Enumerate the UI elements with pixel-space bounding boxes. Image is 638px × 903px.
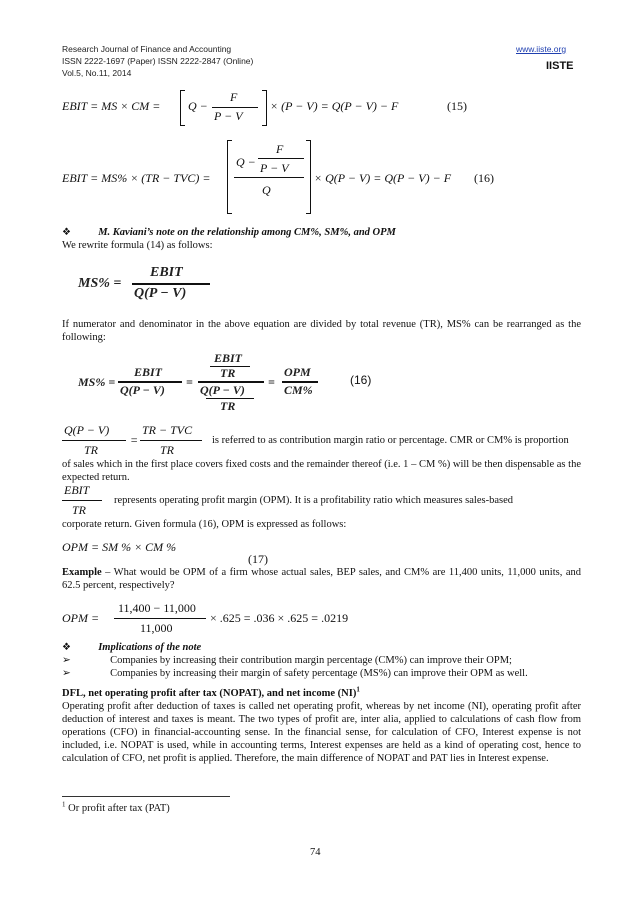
issn-line: ISSN 2222-1697 (Paper) ISSN 2222-2847 (Online)	[62, 56, 254, 66]
implications-heading: ❖ Implications of the note	[62, 642, 202, 653]
footnote-rule	[62, 796, 230, 797]
diamond-bullet-icon: ❖	[62, 642, 71, 653]
diamond-bullet-icon: ❖	[62, 227, 71, 238]
dfl-paragraph: Operating profit after deduction of taxes is called net operating profit, whereas by net income (NI), operating profit after deduction of interest and taxes is meant. The two types of profit are, inter alia, applied to calculations of cash flow from operations (CFO) in financial-accounting sense. In the financial sense, for calculation of CFO, Interest expense is not included, i.e. NOPAT is used, while in accounting terms, Interest expenses are held as a kind of operating cost, hence to calculation of CFO, net profit is applied. Therefore, the main difference of NOPAT and PAT lies in Interest expense.	[62, 701, 581, 764]
journal-title: Research Journal of Finance and Accounting	[62, 44, 232, 54]
rewrite-line: We rewrite formula (14) as follows:	[62, 240, 213, 251]
journal-url-link[interactable]: www.iiste.org	[516, 44, 567, 54]
page-number: 74	[310, 847, 321, 858]
iiste-logo: IISTE	[546, 60, 574, 72]
note-heading: ❖ M. Kaviani’s note on the relationship among CM%, SM%, and OPM	[62, 227, 396, 238]
example-paragraph: Example – What would be OPM of a firm whose actual sales, BEP sales, and CM% are 11,400 units, 11,000 units, and 62.5 percent, respectively?	[62, 567, 581, 591]
arrow-bullet-icon: ➢	[62, 668, 71, 679]
volume-line: Vol.5, No.11, 2014	[62, 68, 132, 78]
footnote: $^1$ Or profit after tax (PAT)	[62, 800, 170, 814]
implication-item: ➢ Companies by increasing their margin of safety percentage (MS%) can improve their OPM as well.	[62, 668, 528, 679]
divide-paragraph: If numerator and denominator in the above equation are divided by total revenue (TR), MS% can be rearranged as the following:	[62, 319, 581, 343]
page: Research Journal of Finance and Accounting ISSN 2222-1697 (Paper) ISSN 2222-2847 (Online) Vol.5, No.11, 2014 www.iiste.org IISTE EBIT = MS × CM = Q − F P − V × (P − V) = Q(P − V) − F (15) EBIT = MS% × (TR − TVC) = Q − F P − V Q × Q(P − V) = Q(P − V) − F (16) ❖ M. Kaviani’s note on the relationship among CM%, SM%, and OPM We rewrite formula (14) as follows: MS% = EBIT Q(P − V) If numerator and denominator in the above equation are divided by total revenue (TR), MS% can be rearranged as the following: MS% = EBIT Q(P − V) = EBIT TR Q(P − V) TR = OPM CM% (16) Q(P − V) TR = TR − TVC TR is referred to as contribution margin ratio or percentage. CMR or CM% is proportion of sales which in the first place covers fixed costs and the remainder thereof (i.e. 1 – CM %) will be then dispensable as the expected return. EBIT TR represents operating profit margin (OPM). It is a profitability ratio which measures sales-based corporate return. Given formula (16), OPM is expressed as follows: OPM = SM % × CM % (17) Example – What would be OPM of a firm whose actual sales, BEP sales, and CM% are 11,400 units, 11,000 units, and 62.5 percent, respectively? OPM = 11,400 − 11,000 11,000 × .625 = .036 × .625 = .0219 ❖ Implications of the note ➢ Companies by increasing their contribution margin percentage (CM%) can improve their OPM; ➢ Companies by increasing their margin of safety percentage (MS%) can improve their OPM as well. DFL, net operating profit after tax (NOPAT), and net income (NI)$^1$ Operating profit after deduction of taxes is called net operating profit, whereas by net income (NI), operating profit after deduction of interest and taxes is meant. The two types of profit are, inter alia, applied to calculations of cash flow from operations (CFO) in financial-accounting sense. In the financial sense, for calculation of CFO, Interest expense is not included, i.e. NOPAT is used, while in accounting terms, Interest expenses are held as a kind of operating cost, hence to calculation of CFO, net profit is applied. Therefore, the main difference of NOPAT and PAT lies in Interest expense. $^1$ Or profit after tax (PAT) 74	[62, 44, 581, 858]
arrow-bullet-icon: ➢	[62, 655, 71, 666]
dfl-heading: DFL, net operating profit after tax (NOPAT), and net income (NI)$^1$	[62, 685, 360, 699]
implication-item: ➢ Companies by increasing their contribution margin percentage (CM%) can improve their OPM;	[62, 655, 512, 666]
